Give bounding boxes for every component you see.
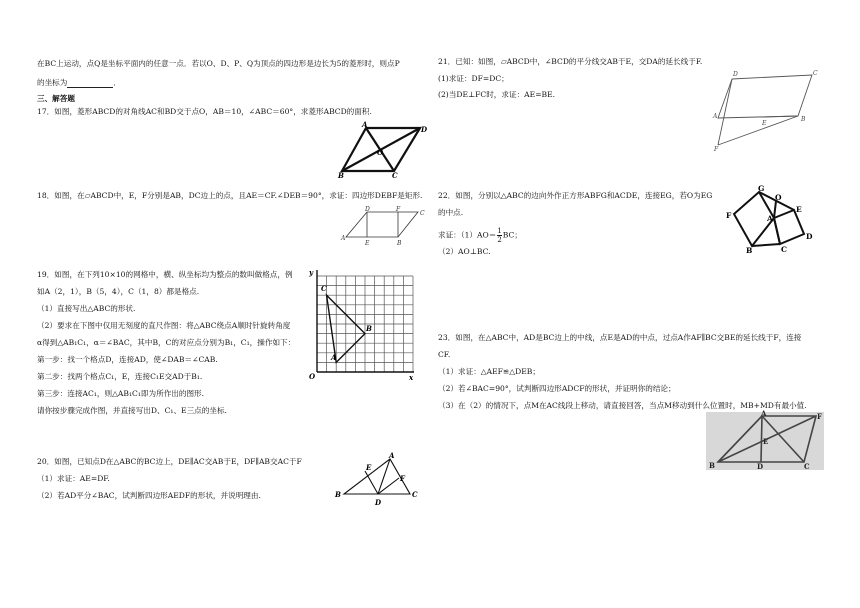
q22-part1-text: 求证：（1）AO＝: [438, 230, 497, 240]
question-23-part2: （2）若∠BAC=90°，试判断四边形ADCF的形状，并证明你的结论；: [438, 384, 676, 393]
answer-blank: [67, 79, 113, 88]
f20-label-d: D: [375, 498, 382, 507]
f19-label-o: O: [309, 372, 316, 381]
q16-tail-line2: [37, 78, 121, 88]
f23-label-a: A: [761, 409, 767, 418]
f23-label-d: D: [757, 462, 764, 471]
figure-17-rhombus: [336, 118, 426, 178]
f21-label-f: F: [714, 146, 719, 153]
question-19-line2: 如A（2，1），B（5，4），C（1，8）都是格点.: [37, 287, 200, 296]
question-23-line2: CF.: [438, 350, 451, 359]
question-22-line2: 的中点.: [438, 208, 464, 217]
f21-label-a: A: [713, 113, 718, 120]
f22-label-c: C: [781, 245, 787, 254]
f23-label-c: C: [804, 462, 810, 471]
f17-label-d: D: [421, 125, 428, 134]
figure-18-parallelogram: [340, 207, 430, 247]
question-19-instruction: 请你按步骤完成作图，并直接写出D、C₁、E三点的坐标.: [37, 406, 227, 415]
figure-21-parallelogram: [712, 66, 822, 152]
question-20-part2: （2）若AD平分∠BAC，试判断四边形AEDF的形状，并说明理由.: [37, 491, 261, 500]
figure-19-grid: [305, 266, 415, 382]
question-21-part1: (1)求证：DF=DC；: [438, 74, 509, 83]
f23-label-b: B: [709, 461, 715, 470]
question-20-line1: 20．如图，已知点D在△ABC的BC边上，DE∥AC交AB于E，DF∥AB交AC于F: [37, 457, 302, 466]
question-23-part1: （1）求证：△AEF≌△DEB；: [438, 367, 540, 376]
question-19-line1: 19．如图，在下列10×10的网格中，横、纵坐标均为整点的数叫做格点，例: [37, 270, 293, 279]
f17-label-a: A: [362, 120, 368, 129]
f21-label-b: B: [801, 116, 806, 123]
f19-label-c: C: [321, 284, 327, 293]
f20-label-b: B: [335, 490, 341, 499]
f22-label-o: O: [775, 193, 782, 202]
question-19-part1: （1）直接写出△ABC的形状.: [37, 304, 136, 313]
f22-label-a: A: [767, 214, 773, 223]
section-heading: 三、解答题: [37, 94, 75, 103]
question-18: 18．如图，在▱ABCD中，E，F分别是AB，DC边上的点，且AE＝CF.∠DEB＝90°，求证：四边形DEBF是矩形.: [37, 191, 423, 200]
f20-label-a: A: [389, 451, 395, 460]
f18-label-c: C: [420, 210, 425, 217]
question-22-part1: [438, 227, 522, 244]
f17-label-b: B: [338, 171, 344, 180]
f21-label-d: D: [733, 71, 738, 78]
q22-part1-end: BC；: [502, 230, 522, 240]
question-19-step2: 第二步：找两个格点C₁，E，连接C₁E交AD于B₁.: [37, 372, 203, 381]
f18-label-a: A: [341, 235, 346, 242]
f21-label-e: E: [762, 120, 767, 127]
f21-label-c: C: [813, 70, 818, 77]
f20-label-c: C: [412, 490, 418, 499]
question-19-step3: 第三步：连接AC₁，则△AB₁C₁即为所作出的图形.: [37, 389, 205, 398]
f19-label-y: y: [309, 268, 314, 277]
f18-label-d: D: [365, 206, 370, 213]
f18-label-b: B: [397, 240, 402, 247]
f19-label-b: B: [366, 324, 372, 333]
fraction-one-half: [497, 227, 501, 244]
question-19-part2-cont: α得到△AB₁C₁，α＝∠BAC，其中B，C的对应点分别为B₁，C₁，操作如下：: [37, 338, 296, 347]
f23-label-e: E: [763, 437, 769, 446]
f22-label-f: F: [726, 211, 732, 220]
question-22-part2: （2）AO⊥BC.: [438, 247, 491, 256]
fraction-numerator: 1: [497, 227, 502, 235]
question-21-part2: (2)当DE⊥FC时，求证：AE=BE.: [438, 90, 556, 99]
question-17: 17．如图，菱形ABCD的对角线AC和BD交于点O，AB＝10，∠ABC＝60°，求菱形ABCD的面积.: [37, 107, 372, 116]
fraction-denominator: 2: [497, 236, 502, 244]
figure-22-squares: [724, 184, 824, 254]
f17-label-o: O: [377, 148, 384, 157]
f18-label-e: E: [365, 240, 370, 247]
question-23-part3: （3）在（2）的情况下，点M在AC线段上移动，请直接回答，当点M移动到什么位置时，MB+MD有最小值.: [438, 401, 807, 410]
q16-tail-end: ．: [113, 78, 121, 87]
f19-label-x: x: [409, 373, 414, 382]
f20-label-e: E: [366, 463, 372, 472]
f20-label-f: F: [400, 474, 405, 483]
f22-label-b: B: [746, 246, 753, 255]
question-21-line1: 21．已知：如图，▱ABCD中，∠BCD的平分线交AB于E，交DA的延长线于F.: [438, 57, 703, 66]
question-22-line1: 22．如图，分别以△ABC的边向外作正方形ABFG和ACDE，连接EG，若O为EG: [438, 191, 713, 200]
f23-label-f: F: [817, 412, 822, 421]
f22-label-d: D: [806, 232, 813, 241]
question-19-part2: （2）要求在下图中仅用无刻度的直尺作图：将△ABC绕点A顺时针旋转角度: [37, 321, 291, 330]
figure-23-triangle: [706, 409, 824, 471]
f22-label-g: G: [758, 184, 765, 193]
figure-20-triangle: [332, 450, 422, 512]
q16-tail-text: 的坐标为: [37, 78, 68, 87]
question-23-line1: 23．如图，在△ABC中，AD是BC边上的中线，点E是AD的中点，过点A作AF∥BC交BE的延长线于F，连接: [438, 333, 802, 342]
q16-tail-line1: 在BC上运动，点Q是坐标平面内的任意一点．若以O、D、P、Q为顶点的四边形是边长为5的菱形时，则点P: [37, 59, 400, 68]
f18-label-f: F: [396, 206, 401, 213]
f22-label-e: E: [796, 205, 802, 214]
f17-label-c: C: [392, 171, 398, 180]
question-20-part1: （1）求证：AE=DF.: [37, 474, 110, 483]
f19-label-a: A: [331, 353, 337, 362]
question-19-step1: 第一步：找一个格点D，连接AD，使∠DAB＝∠CAB.: [37, 355, 218, 364]
